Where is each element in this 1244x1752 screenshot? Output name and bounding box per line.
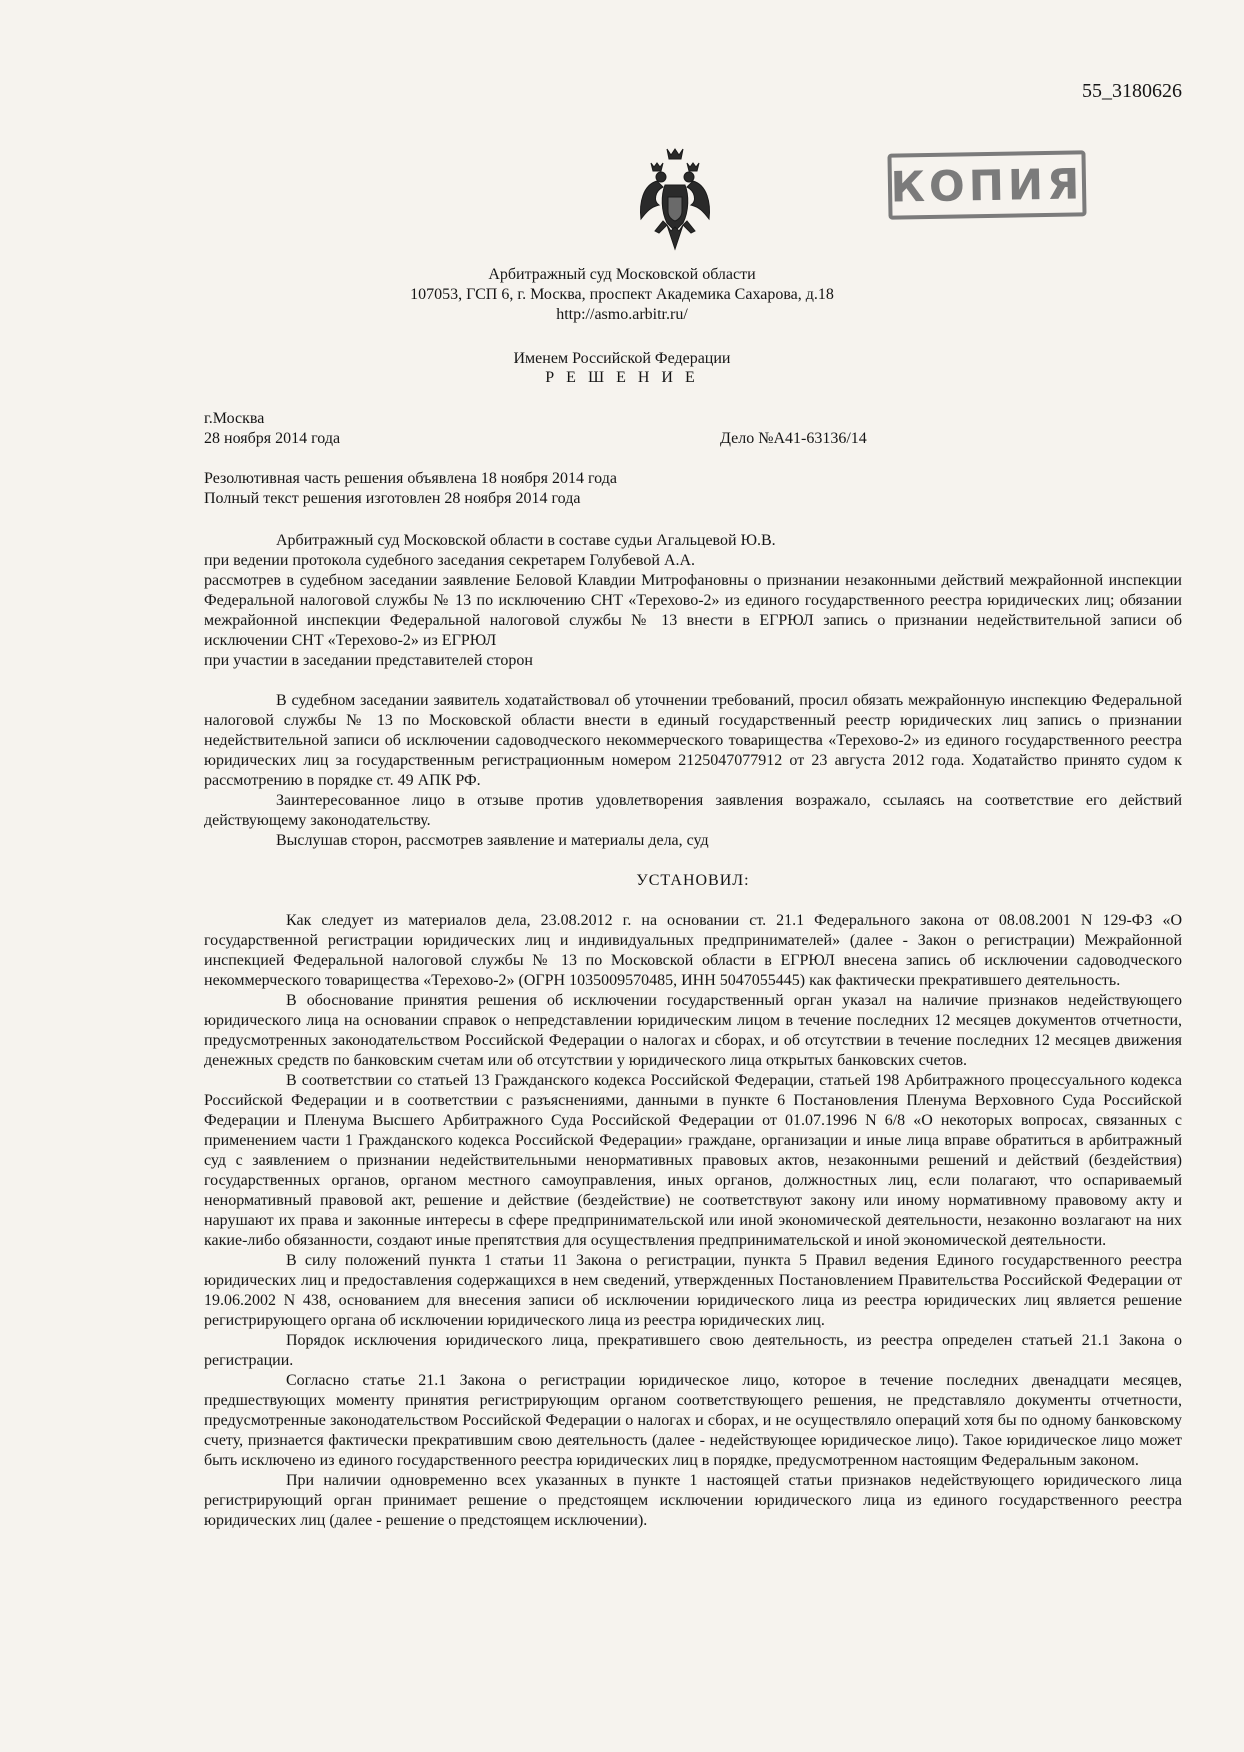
pre-paragraph-1: В судебном заседании заявитель ходатайствовал об уточнении требований, просил обязать межрайонную инспекцию Федеральной налоговой службы № 13 по Московской области внести в единый государственный реестр юридических лиц запись о признании недействительной записи об исключении садоводческого некоммерческого товарищества «Терехово-2» из единого государственного реестра юридических лиц за государственным регистрационным номером 2125047077912 от 23 августа 2012 года. Ходатайство принято судом к рассмотрению в порядке ст. 49 АПК РФ. [204, 692, 1182, 789]
document-title: Р Е Ш Е Н И Е [545, 369, 699, 386]
paragraph: При наличии одновременно всех указанных в пункте 1 настоящей статьи признаков недействующего юридического лица регистрирующий орган принимает решение о предстоящем исключении юридического лица из единого государственного реестра юридических лиц (далее - решение о предстоящем исключении). [204, 1472, 1182, 1529]
paragraph: Порядок исключения юридического лица, прекратившего свою деятельность, из реестра определен статьей 21.1 Закона о регистрации. [204, 1332, 1182, 1369]
paragraph: В силу положений пункта 1 статьи 11 Закона о регистрации, пункта 5 Правил ведения Единого государственного реестра юридических лиц и предоставления содержащихся в нем сведений, утвержденных Постановлением Правительства Российской Федерации от 19.06.2002 N 438, основанием для внесения записи об исключении юридического лица из реестра юридических лиц является решение регистрирующего органа об исключении юридического лица из реестра юридических лиц. [204, 1252, 1182, 1329]
pre-paragraph-2: Заинтересованное лицо в отзыве против удовлетворения заявления возражало, ссылаясь на соответствие его действий действующему законодательству. [204, 792, 1182, 829]
intro-participants: при участии в заседании представителей сторон [204, 652, 533, 669]
paragraph: Как следует из материалов дела, 23.08.2012 г. на основании ст. 21.1 Федерального закона от 08.08.2001 N 129-ФЗ «О государственной регистрации юридических лиц и индивидуальных предпринимателей» (далее - Закон о регистрации) Межрайонной инспекцией Федеральной налоговой службы № 13 по Московской области в ЕГРЮЛ внесена запись об исключении садоводческого некоммерческого товарищества «Терехово-2» (ОГРН 1035009570485, ИНН 5047055445) как фактически прекратившего деятельность. [204, 912, 1182, 989]
paragraph: В обоснование принятия решения об исключении государственный орган указал на наличие признаков недействующего юридического лица на основании справок о непредставлении юридическим лицом в течение последних 12 месяцев документов отчетности, предусмотренных законодательством Российской Федерации о налогах и сборах, и об отсутствии в течение последних 12 месяцев движения денежных средств по банковским счетам или об отсутствии у юридического лица открытых банковских счетов. [204, 992, 1182, 1069]
established-heading: УСТАНОВИЛ: [636, 872, 750, 889]
court-url: http://asmo.arbitr.ru/ [556, 306, 688, 323]
resolution-announced: Резолютивная часть решения объявлена 18 ноября 2014 года [204, 470, 617, 487]
court-name: Арбитражный суд Московской области [488, 266, 756, 283]
paragraph: В соответствии со статьей 13 Гражданского кодекса Российской Федерации, статьей 198 Арбитражного процессуального кодекса Российской Федерации и в соответствии с разъяснениями, данными в пункте 6 Постановления Пленума Верховного Суда Российской Федерации и Пленума Высшего Арбитражного Суда Российской Федерации от 01.07.1996 N 6/8 «О некоторых вопросах, связанных с применением части 1 Гражданского кодекса Российской Федерации» граждане, организации и иные лица вправе обратиться в арбитражный суд с заявлением о признании недействительными ненормативных правовых актов, незаконными решений и действий (бездействия) государственных органов, органом местного самоуправления, иных органов, должностных лиц, если полагают, что оспариваемый ненормативный правовой акт, решение и действие (бездействие) не соответствуют закону или иному нормативному правовому акту и нарушают их права и законные интересы в сфере предпринимательской или иной экономической деятельности, незаконно возлагают на них какие-либо обязанности, создают иные препятствия для осуществления предпринимательской и иной экономической деятельности. [204, 1072, 1182, 1249]
pre-paragraph-3: Выслушав сторон, рассмотрев заявление и материалы дела, суд [276, 832, 709, 849]
intro-claim: рассмотрев в судебном заседании заявление Беловой Клавдии Митрофановны о признании незаконными действий межрайонной инспекции Федеральной налоговой службы № 13 по исключению СНТ «Терехово-2» из единого государственного реестра юридических лиц; обязании межрайонной инспекции Федеральной налоговой службы № 13 внести в ЕГРЮЛ запись о признании недействительной записи об исключении СНТ «Терехово-2» из ЕГРЮЛ [204, 572, 1182, 649]
paragraph: Согласно статье 21.1 Закона о регистрации юридическое лицо, которое в течение последних двенадцати месяцев, предшествующих моменту принятия регистрирующим органом соответствующего решения, не представляло документы отчетности, предусмотренные законодательством Российской Федерации о налогах и сборах, и не осуществляло операций хотя бы по одному банковскому счету, признается фактически прекратившим свою деятельность (далее - недействующее юридическое лицо). Такое юридическое лицо может быть исключено из единого государственного реестра юридических лиц в порядке, предусмотренном настоящим Федеральным законом. [204, 1372, 1182, 1469]
coat-of-arms-icon [637, 145, 713, 255]
court-address: 107053, ГСП 6, г. Москва, проспект Академика Сахарова, д.18 [410, 286, 834, 303]
in-name-line: Именем Российской Федерации [513, 350, 731, 367]
document-number: 55_3180626 [1082, 80, 1182, 102]
document-body [204, 531, 1182, 1531]
copy-stamp: КОПИЯ [887, 150, 1086, 219]
decision-date: 28 ноября 2014 года [204, 430, 341, 447]
full-text-date: Полный текст решения изготовлен 28 ноября 2014 года [204, 490, 581, 507]
intro-secretary: при ведении протокола судебного заседания секретарем Голубевой А.А. [204, 552, 696, 569]
city: г.Москва [204, 410, 265, 427]
intro-court-composition: Арбитражный суд Московской области в составе судьи Агальцевой Ю.В. [276, 532, 776, 549]
case-number: Дело №А41-63136/14 [720, 430, 867, 447]
